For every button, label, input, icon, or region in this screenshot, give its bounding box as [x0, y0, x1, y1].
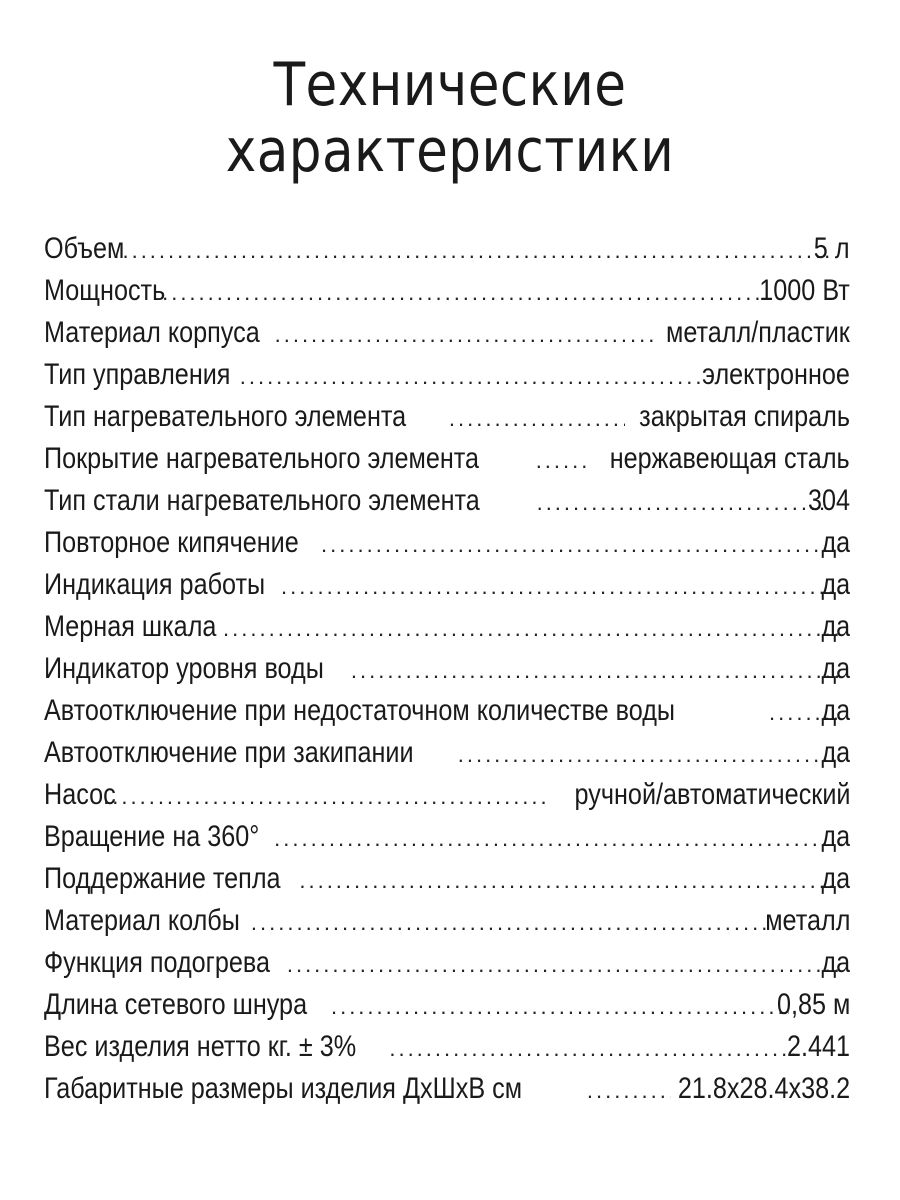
spec-list	[44, 228, 850, 1110]
spec-row	[44, 522, 850, 564]
spec-label: Повторное кипячение	[44, 526, 299, 559]
spec-value: электронное	[702, 358, 850, 391]
spec-label: Насос	[44, 778, 116, 811]
dot-leader	[275, 314, 658, 354]
spec-row	[44, 312, 850, 354]
title-line-1: Технические	[273, 50, 627, 120]
spec-value: 5 л	[814, 232, 850, 265]
spec-label: Поддержание тепла	[44, 862, 281, 895]
dot-leader	[331, 986, 789, 1026]
dot-leader	[299, 860, 842, 900]
spec-row	[44, 228, 850, 270]
spec-value: да	[821, 736, 850, 769]
page-title	[63, 52, 837, 184]
spec-row	[44, 480, 850, 522]
spec-label: Тип нагревательного элемента	[44, 400, 407, 433]
spec-row	[44, 564, 850, 606]
spec-row	[44, 858, 850, 900]
spec-label: Габаритные размеры изделия ДхШхВ см	[44, 1072, 523, 1105]
spec-label: Материал корпуса	[44, 316, 260, 349]
dot-leader	[587, 1070, 671, 1110]
spec-value: да	[821, 820, 850, 853]
dot-leader	[274, 818, 842, 858]
dot-leader	[458, 734, 842, 774]
spec-label: Функция подогрева	[44, 946, 271, 979]
spec-value: 2.441	[786, 1030, 850, 1063]
spec-label: Вращение на 360°	[44, 820, 260, 853]
spec-value: металл/пластик	[666, 316, 850, 349]
spec-row	[44, 732, 850, 774]
dot-leader	[287, 944, 842, 984]
spec-label: Автоотключение при закипании	[44, 736, 414, 769]
spec-label: Мощность	[44, 274, 166, 307]
spec-row	[44, 816, 850, 858]
spec-value: да	[821, 694, 850, 727]
dot-leader	[162, 272, 768, 312]
spec-value: 0,85 м	[776, 988, 850, 1021]
spec-value: да	[821, 610, 850, 643]
dot-leader	[351, 650, 842, 690]
spec-row	[44, 984, 850, 1026]
spec-label: Вес изделия нетто кг. ± 3%	[44, 1030, 357, 1063]
dot-leader	[449, 398, 625, 438]
spec-label: Тип стали нагревательного элемента	[44, 484, 480, 517]
spec-value: да	[821, 526, 850, 559]
spec-value: да	[821, 946, 850, 979]
spec-value: 304	[807, 484, 850, 517]
spec-row	[44, 1068, 850, 1110]
spec-label: Индикатор уровня воды	[44, 652, 324, 685]
spec-label: Автоотключение при недостаточном количестве воды	[44, 694, 676, 727]
dot-leader	[389, 1028, 801, 1068]
spec-row	[44, 270, 850, 312]
dot-leader	[537, 482, 827, 522]
spec-value: 21.8x28.4x38.2	[677, 1072, 850, 1105]
spec-label: Тип управления	[44, 358, 231, 391]
spec-row	[44, 774, 850, 816]
spec-row	[44, 1026, 850, 1068]
spec-row	[44, 438, 850, 480]
dot-leader	[240, 356, 701, 396]
dot-leader	[251, 902, 775, 942]
dot-leader	[113, 230, 833, 270]
dot-leader	[103, 776, 548, 816]
spec-label: Индикация работы	[44, 568, 266, 601]
spec-value: 1000 Вт	[759, 274, 850, 307]
spec-value: закрытая спираль	[639, 400, 850, 433]
spec-row	[44, 900, 850, 942]
dot-leader	[536, 440, 591, 480]
spec-row	[44, 354, 850, 396]
spec-label: Покрытие нагревательного элемента	[44, 442, 480, 475]
spec-value: да	[821, 862, 850, 895]
spec-value: нержавеющая сталь	[610, 442, 850, 475]
spec-label: Длина сетевого шнура	[44, 988, 308, 1021]
spec-value: ручной/автоматический	[574, 778, 850, 811]
spec-row	[44, 690, 850, 732]
spec-label: Мерная шкала	[44, 610, 217, 643]
dot-leader	[223, 608, 842, 648]
spec-row	[44, 606, 850, 648]
spec-value: да	[821, 652, 850, 685]
dot-leader	[281, 566, 842, 606]
spec-value: металл	[764, 904, 850, 937]
spec-value: да	[821, 568, 850, 601]
spec-label: Материал колбы	[44, 904, 240, 937]
dot-leader	[321, 524, 842, 564]
spec-row	[44, 942, 850, 984]
spec-row	[44, 396, 850, 438]
spec-row	[44, 648, 850, 690]
title-line-2: характеристики	[225, 116, 675, 186]
spec-label: Объем	[44, 232, 125, 265]
